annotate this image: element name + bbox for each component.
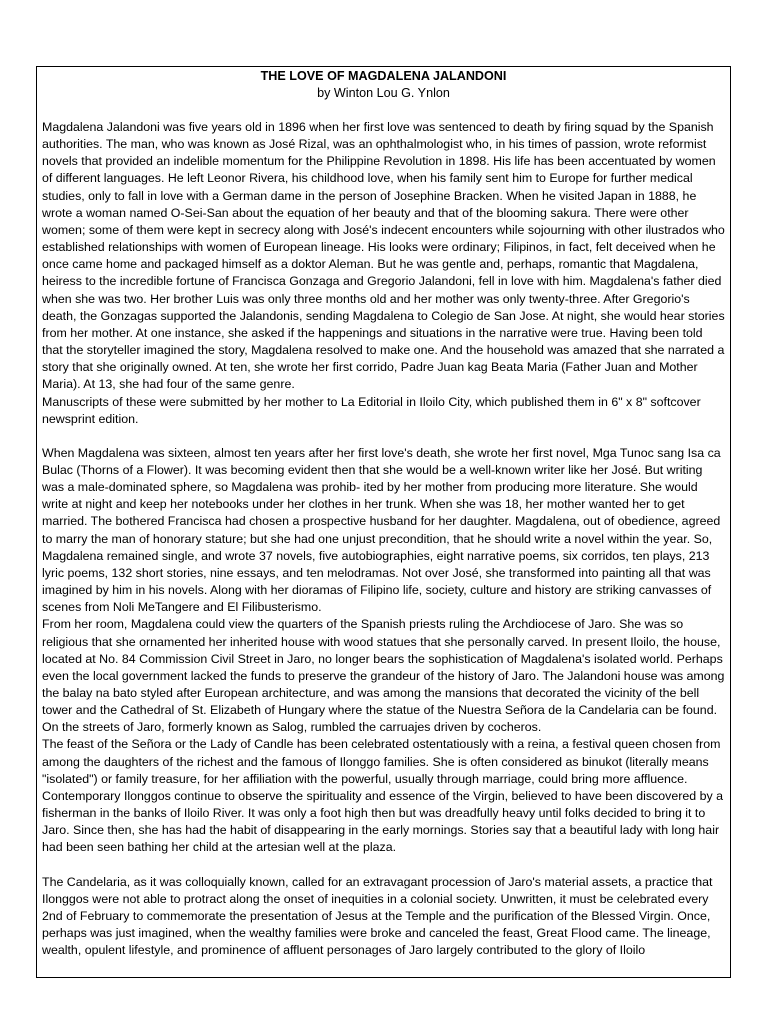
paragraph-feast-of-senora: The feast of the Señora or the Lady of Candle has been celebrated ostentatiously with a reina, a festival queen chosen from among the daughters of the richest and the famous of Ilonggo families. She is often considered as binukot (literally means "isolated") or family treasure, for her affiliation with the powerful, usually through marriage, could bring more affluence. Contemporary Ilonggos continue to observe the spirituality and essence of the Virgin, believed to have been discovered by a fisherman in the banks of Iloilo River. It was only a foot high then but was dreadfully heavy until folks decided to bring it to Jaro. Since then, she has had the habit of disappearing in the early mornings. Stories say that a beautiful lady with long hair had been seen bathing her child at the artesian well at the plaza. <box>42 737 723 855</box>
paragraph-jaro-house: From her room, Magdalena could view the quarters of the Spanish priests ruling the Archdiocese of Jaro. She was so religious that she ornamented her inherited house with wood statues that she personally carved. In present Iloilo, the house, located at No. 84 Commission Civil Street in Jaro, no longer bears the sophistication of Magdalena's isolated world. Perhaps even the local government lacked the funds to preserve the grandeur of the history of Jaro. The Jalandoni house was among the balay na bato styled after European architecture, and was among the mansions that decorated the vicinity of the bell tower and the Cathedral of St. Elizabeth of Hungary where the statue of the Nuestra Señora de la Candelaria can be found. On the streets of Jaro, formerly known as Salog, rumbled the carruajes driven by cocheros. <box>42 617 725 735</box>
paragraph-candelaria: The Candelaria, as it was colloquially known, called for an extravagant procession of Jaro's material assets, a practice that Ilonggos were not able to protract along the onset of inequities in a colonial society. Unwritten, it must be celebrated every 2nd of February to commemorate the presentation of Jesus at the Temple and the purification of the Blessed Virgin. Once, perhaps was just imagined, when the wealthy families were broke and canceled the feast, Great Flood came. The lineage, wealth, opulent lifestyle, and prominence of affluent personages of Jaro largely contributed to the glory of Iloilo <box>42 874 713 958</box>
paragraph-manuscripts: Manuscripts of these were submitted by her mother to La Editorial in Iloilo City, which published them in 6" x 8" softcover newsprint edition. <box>42 394 701 426</box>
document-byline: by Winton Lou G. Ynlon <box>317 86 450 100</box>
paragraph-rizal-and-childhood: Magdalena Jalandoni was five years old in 1896 when her first love was sentenced to death by firing squad by the Spanish authorities. The man, who was known as José Rizal, was an ophthalmologist who, in his times of passion, wrote reformist novels that provided an indelible momentum for the Philippine Revolution in 1898. His life has been accentuated by women of different languages. He left Leonor Rivera, his childhood love, when his family sent him to Europe for further medical studies, only to fall in love with a German dame in the person of Josephine Bracken. When he visited Japan in 1888, he wrote a woman named O-Sei-San about the equation of her beauty and that of the blooming sakura. There were other women; some of them were kept in secrecy along with José's indecent encounters while sojourning with other ilustrados who established relationships with women of European lineage. His looks were ordinary; Filipinos, in fact, felt deceived when he once came home and packaged himself as a doktor Aleman. But he was gentle and, perhaps, romantic that Magdalena, heiress to the incredible fortune of Francisca Gonzaga and Gregorio Jalandoni, fell in love with him. Magdalena's father died when she was two. Her brother Luis was only three months old and her mother was only twenty-three. After Gregorio's death, the Gonzagas supported the Jalandonis, sending Magdalena to Colegio de San Jose. At night, she would hear stories from her mother. At one instance, she asked if the happenings and situations in the narrative were true. Having been told that the storyteller imagined the story, Magdalena resolved to make one. And the household was amazed that she narrated a story that she originally owned. At ten, she wrote her first corrido, Padre Juan kag Beata Maria (Father Juan and Mother Maria). At 13, she had four of the same genre. <box>42 120 725 392</box>
paragraph-first-novel: When Magdalena was sixteen, almost ten years after her first love's death, she wrote her first novel, Mga Tunoc sang Isa ca Bulac (Thorns of a Flower). It was becoming evident then that she would be a well-known writer like her José. But writing was a male-dominated sphere, so Magdalena was prohib- ited by her mother from producing more literature. She would write at night and keep her notebooks under her clothes in her trunk. When she was 18, her mother wanted her to get married. The bothered Francisca had chosen a prospective husband for her daughter. Magdalena, out of obedience, agreed to marry the man of honorary stature; but she had one unjust precondition, that he should write a novel within the year. So, Magdalena remained single, and wrote 37 novels, five autobiographies, eight narrative poems, six corridos, ten plays, 213 lyric poems, 132 short stories, nine essays, and ten melodramas. Not over José, she transformed into painting all that was imagined by him in his novels. Along with her dioramas of Filipino life, society, culture and history are striking canvasses of scenes from Noli MeTangere and El Filibusterismo. <box>42 445 721 615</box>
document-title: THE LOVE OF MAGDALENA JALANDONI <box>260 69 507 83</box>
document-frame <box>36 66 731 978</box>
